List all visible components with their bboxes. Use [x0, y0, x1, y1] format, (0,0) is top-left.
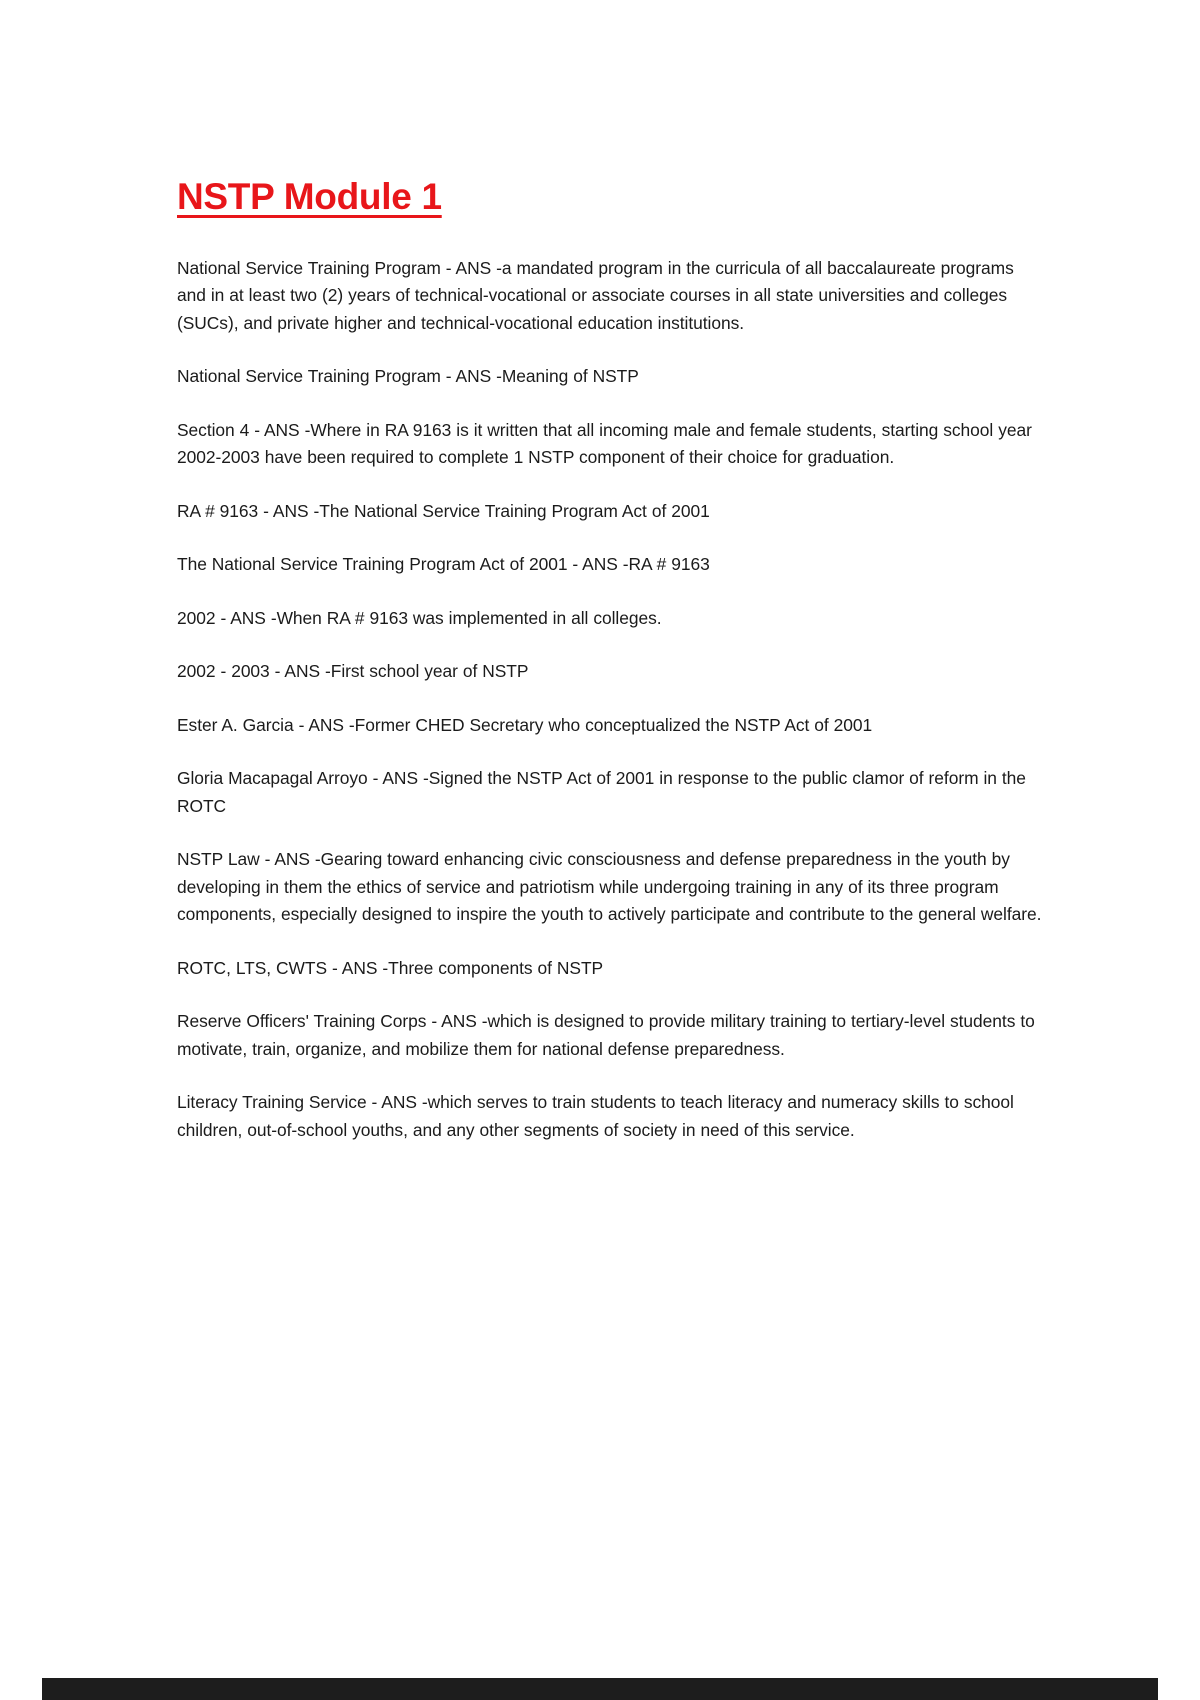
document-paragraph: 2002 - 2003 - ANS -First school year of NSTP: [177, 661, 529, 682]
page-left-margin: [0, 0, 42, 1700]
page-title: NSTP Module 1: [177, 176, 442, 217]
document-paragraph: Section 4 - ANS -Where in RA 9163 is it written that all incoming male and female students, starting school year 2002-2003 have been required to complete 1 NSTP component of their choice for graduation.: [177, 419, 1032, 468]
document-paragraph: Ester A. Garcia - ANS -Former CHED Secretary who conceptualized the NSTP Act of 2001: [177, 714, 873, 735]
document-paragraph: The National Service Training Program Act of 2001 - ANS -RA # 9163: [177, 554, 710, 575]
document-paragraph: National Service Training Program - ANS -a mandated program in the curricula of all baccalaureate programs and in at least two (2) years of technical-vocational or associate courses in all state universities and colleges (SUCs), and private higher and technical-vocational education institutions.: [177, 257, 1014, 333]
page-sheet: [42, 0, 1158, 1678]
document-paragraph: RA # 9163 - ANS -The National Service Training Program Act of 2001: [177, 500, 710, 521]
document-paragraph: 2002 - ANS -When RA # 9163 was implemented in all colleges.: [177, 607, 662, 628]
page-bottom-bar: [42, 1678, 1158, 1700]
document-paragraph: NSTP Law - ANS -Gearing toward enhancing civic consciousness and defense preparedness in the youth by developing in them the ethics of service and patriotism while undergoing training in any of its three program components, especially designed to inspire the youth to actively participate and contribute to the general welfare.: [177, 849, 1042, 925]
paragraph-list: [177, 255, 1045, 1145]
document-paragraph: Gloria Macapagal Arroyo - ANS -Signed the NSTP Act of 2001 in response to the public clamor of reform in the ROTC: [177, 768, 1026, 816]
document-content: [177, 176, 1045, 1144]
document-paragraph: ROTC, LTS, CWTS - ANS -Three components of NSTP: [177, 957, 604, 978]
document-paragraph: National Service Training Program - ANS -Meaning of NSTP: [177, 366, 639, 387]
document-paragraph: Reserve Officers' Training Corps - ANS -which is designed to provide military training to tertiary-level students to motivate, train, organize, and mobilize them for national defense preparedness.: [177, 1011, 1035, 1059]
page-right-margin: [1158, 0, 1200, 1700]
document-paragraph: Literacy Training Service - ANS -which serves to train students to teach literacy and numeracy skills to school children, out-of-school youths, and any other segments of society in need of this service.: [177, 1092, 1014, 1140]
